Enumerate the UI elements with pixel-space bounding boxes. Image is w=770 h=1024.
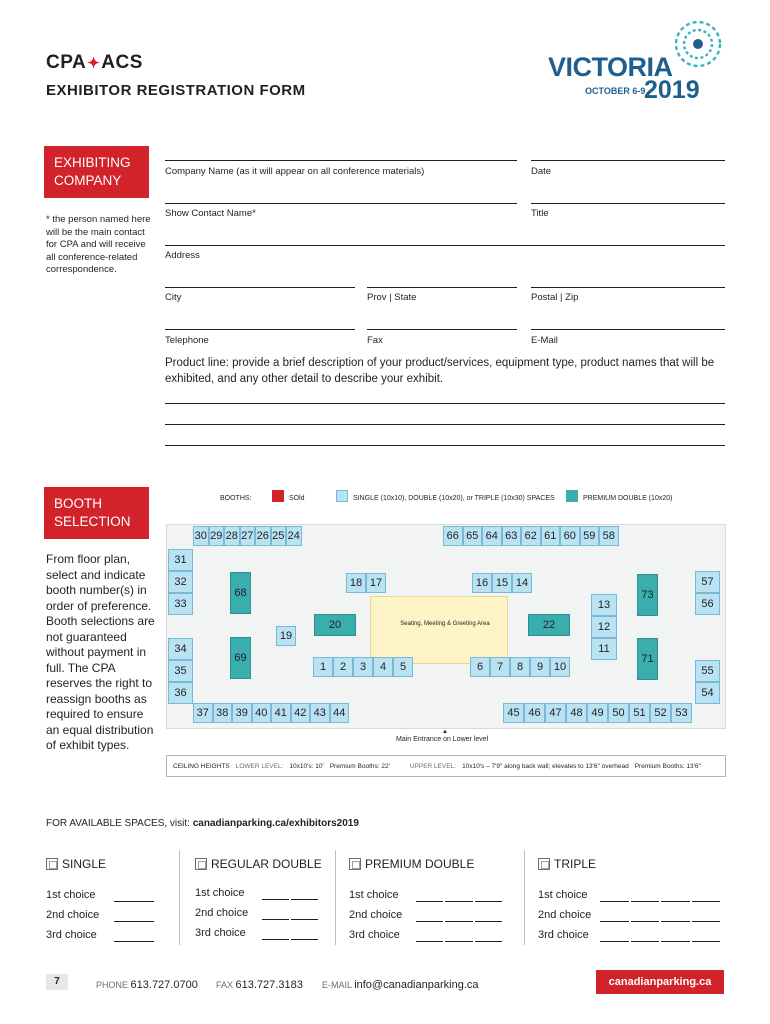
choice-booth-input[interactable]	[661, 901, 690, 902]
seating-area-label: Seating, Meeting & Greeting Area	[400, 621, 490, 627]
available-text: FOR AVAILABLE SPACES, visit:	[46, 818, 193, 829]
choice-booth-input[interactable]	[631, 921, 660, 922]
booth-54[interactable]: 54	[695, 682, 720, 704]
choice-column-label: PREMIUM DOUBLE	[365, 857, 475, 871]
choice-label: 3rd choice	[538, 929, 589, 941]
website-badge[interactable]: canadianparking.ca	[596, 970, 724, 994]
date-label: Date	[531, 166, 552, 177]
entrance-arrow-icon: ▲	[442, 729, 448, 735]
checkbox-icon[interactable]	[349, 858, 361, 870]
booth-56[interactable]: 56	[695, 593, 720, 615]
cpa-logo	[46, 52, 143, 74]
form-title: EXHIBITOR REGISTRATION FORM	[46, 82, 306, 99]
postal-input[interactable]	[531, 287, 725, 288]
footer-fax	[216, 979, 303, 991]
booth-5[interactable]: 5	[393, 657, 413, 677]
choice-label: 1st choice	[538, 889, 588, 901]
choice-column-title	[195, 857, 322, 871]
booth-73[interactable]: 73	[637, 574, 658, 616]
booth-33[interactable]: 33	[168, 593, 193, 615]
email-input[interactable]	[531, 329, 725, 330]
company-name-input[interactable]	[165, 160, 517, 161]
booth-48[interactable]: 48	[566, 703, 587, 723]
booth-40[interactable]: 40	[252, 703, 272, 723]
booth-22[interactable]: 22	[528, 614, 570, 636]
contact-name-input[interactable]	[165, 203, 517, 204]
phone-value: 613.727.0700	[130, 979, 198, 991]
email-label: E-Mail	[531, 335, 558, 346]
booth-selection-label	[44, 487, 149, 539]
fax-label: Fax	[367, 335, 383, 346]
booth-label-line2: SELECTION	[54, 514, 131, 529]
maple-leaf-icon: ✦	[87, 55, 101, 72]
page-number: 7	[46, 974, 68, 990]
choice-label: 2nd choice	[538, 909, 592, 921]
email-value[interactable]: info@canadianparking.ca	[354, 979, 479, 991]
booth-52[interactable]: 52	[650, 703, 671, 723]
booth-20[interactable]: 20	[314, 614, 356, 636]
telephone-input[interactable]	[165, 329, 355, 330]
column-divider	[179, 850, 180, 945]
legend-single: SINGLE (10x10), DOUBLE (10x20), or TRIPLE (10x30) SPACES	[353, 495, 555, 502]
city-label: City	[165, 292, 182, 303]
available-spaces	[46, 818, 359, 829]
checkbox-icon[interactable]	[46, 858, 58, 870]
city-input[interactable]	[165, 287, 355, 288]
company-name-label: Company Name (as it will appear on all conference materials)	[165, 166, 425, 177]
choice-booth-input[interactable]	[692, 901, 721, 902]
sunburst-icon	[672, 18, 724, 70]
choice-label: 2nd choice	[349, 909, 403, 921]
choice-booth-input[interactable]	[114, 901, 154, 902]
booth-4[interactable]: 4	[373, 657, 393, 677]
choice-column-label: SINGLE	[62, 857, 107, 871]
booth-26[interactable]: 26	[255, 526, 271, 546]
booth-11[interactable]: 11	[591, 638, 617, 660]
booth-25[interactable]: 25	[271, 526, 287, 546]
booth-12[interactable]: 12	[591, 616, 617, 638]
exhibiting-label-line1: EXHIBITING	[54, 155, 131, 170]
choice-label: 1st choice	[195, 887, 245, 899]
choice-booth-input[interactable]	[114, 941, 154, 942]
booth-71[interactable]: 71	[637, 638, 658, 680]
booth-32[interactable]: 32	[168, 571, 193, 593]
booth-29[interactable]: 29	[209, 526, 225, 546]
title-input[interactable]	[531, 203, 725, 204]
booth-50[interactable]: 50	[608, 703, 629, 723]
footer-phone	[96, 979, 198, 991]
booth-62[interactable]: 62	[521, 526, 541, 546]
booth-43[interactable]: 43	[310, 703, 330, 723]
ceiling-lower-premium: Premium Booths: 22'	[329, 762, 390, 770]
booth-16[interactable]: 16	[472, 573, 492, 593]
column-divider	[335, 850, 336, 945]
email-label: E-MAIL	[322, 980, 352, 990]
booth-10[interactable]: 10	[550, 657, 570, 677]
prov-label: Prov | State	[367, 292, 417, 303]
event-dates: OCTOBER 6-9	[585, 86, 646, 96]
legend-premium-swatch	[566, 490, 578, 502]
fax-label: FAX	[216, 980, 234, 990]
choice-booth-input[interactable]	[291, 939, 318, 940]
booth-51[interactable]: 51	[629, 703, 650, 723]
choice-booth-input[interactable]	[262, 899, 289, 900]
booth-47[interactable]: 47	[545, 703, 566, 723]
booth-36[interactable]: 36	[168, 682, 193, 704]
prov-input[interactable]	[367, 287, 517, 288]
choice-label: 2nd choice	[195, 907, 249, 919]
booth-14[interactable]: 14	[512, 573, 532, 593]
choice-booth-input[interactable]	[661, 921, 690, 922]
booth-39[interactable]: 39	[232, 703, 252, 723]
booth-61[interactable]: 61	[541, 526, 561, 546]
booth-6[interactable]: 6	[470, 657, 490, 677]
choice-booth-input[interactable]	[262, 939, 289, 940]
booth-45[interactable]: 45	[503, 703, 524, 723]
booth-37[interactable]: 37	[193, 703, 213, 723]
choice-booth-input[interactable]	[692, 941, 721, 942]
telephone-label: Telephone	[165, 335, 209, 346]
choice-booth-input[interactable]	[692, 921, 721, 922]
choice-booth-input[interactable]	[475, 921, 502, 922]
choice-booth-input[interactable]	[445, 921, 472, 922]
ceiling-upper-premium: Premium Booths: 13'6"	[634, 762, 701, 770]
contact-name-label: Show Contact Name*	[165, 208, 256, 219]
choice-label: 3rd choice	[349, 929, 400, 941]
booth-35[interactable]: 35	[168, 660, 193, 682]
booth-66[interactable]: 66	[443, 526, 463, 546]
booth-selection-note: From floor plan, select and indicate booth number(s) in order of preference. Booth selections are not guaranteed without payment in full. The CPA reserves the right to reassign booths as required to ensure an equal distribution of exhibit types.	[46, 552, 155, 752]
booth-27[interactable]: 27	[240, 526, 256, 546]
choice-booth-input[interactable]	[416, 941, 443, 942]
choice-booth-input[interactable]	[600, 901, 629, 902]
booth-24[interactable]: 24	[286, 526, 302, 546]
footer-email	[322, 979, 479, 991]
choice-label: 1st choice	[46, 889, 96, 901]
fax-input[interactable]	[367, 329, 517, 330]
booth-19[interactable]: 19	[276, 626, 296, 646]
choice-booth-input[interactable]	[475, 901, 502, 902]
booth-69[interactable]: 69	[230, 637, 251, 679]
legend-sold-swatch	[272, 490, 284, 502]
booth-65[interactable]: 65	[463, 526, 483, 546]
booth-59[interactable]: 59	[580, 526, 600, 546]
legend-premium: PREMIUM DOUBLE (10x20)	[583, 495, 673, 502]
booth-68[interactable]: 68	[230, 572, 251, 614]
choice-booth-input[interactable]	[291, 899, 318, 900]
choice-booth-input[interactable]	[631, 901, 660, 902]
choice-booth-input[interactable]	[445, 941, 472, 942]
logo-acs-text: ACS	[101, 52, 143, 73]
product-line-text	[165, 355, 725, 387]
booth-46[interactable]: 46	[524, 703, 545, 723]
booth-34[interactable]: 34	[168, 638, 193, 660]
main-entrance-label: Main Entrance on Lower level	[396, 736, 489, 743]
legend-booths: BOOTHS:	[220, 495, 252, 502]
title-label: Title	[531, 208, 549, 219]
choice-label: 3rd choice	[195, 927, 246, 939]
product-line-input-3[interactable]	[165, 445, 725, 446]
choice-column-title	[46, 857, 106, 871]
choice-column-label: REGULAR DOUBLE	[211, 857, 322, 871]
booth-7[interactable]: 7	[490, 657, 510, 677]
choice-booth-input[interactable]	[600, 921, 629, 922]
choice-label: 1st choice	[349, 889, 399, 901]
booth-42[interactable]: 42	[291, 703, 311, 723]
product-line-input-2[interactable]	[165, 424, 725, 425]
ceiling-heights	[166, 755, 726, 777]
choice-booth-input[interactable]	[416, 921, 443, 922]
ceiling-lower-label: LOWER LEVEL:	[235, 762, 284, 770]
choice-booth-input[interactable]	[445, 901, 472, 902]
booth-17[interactable]: 17	[366, 573, 386, 593]
booth-13[interactable]: 13	[591, 594, 617, 616]
booth-53[interactable]: 53	[671, 703, 692, 723]
phone-label: PHONE	[96, 980, 129, 990]
ceiling-label: CEILING HEIGHTS	[173, 762, 230, 770]
fax-value: 613.727.3183	[235, 979, 303, 991]
choice-label: 3rd choice	[46, 929, 97, 941]
choice-booth-input[interactable]	[475, 941, 502, 942]
seating-area	[370, 596, 508, 664]
booth-1[interactable]: 1	[313, 657, 333, 677]
booth-3[interactable]: 3	[353, 657, 373, 677]
booth-57[interactable]: 57	[695, 571, 720, 593]
choice-booth-input[interactable]	[416, 901, 443, 902]
booth-30[interactable]: 30	[193, 526, 209, 546]
legend-sold: SOld	[289, 495, 305, 502]
booth-60[interactable]: 60	[560, 526, 580, 546]
booth-label-line1: BOOTH	[54, 496, 103, 511]
choice-column-label: TRIPLE	[554, 857, 597, 871]
booth-49[interactable]: 49	[587, 703, 608, 723]
ceiling-upper-label: UPPER LEVEL:	[409, 762, 457, 770]
choice-booth-input[interactable]	[631, 941, 660, 942]
booth-2[interactable]: 2	[333, 657, 353, 677]
product-line-description: provide a brief description of your product/services, equipment type, product names that will be exhibited, and any other detail to describe your exhibit.	[165, 357, 715, 385]
ceiling-lower-value: 10x10's: 10'	[289, 762, 324, 770]
address-label: Address	[165, 250, 200, 261]
booth-38[interactable]: 38	[213, 703, 233, 723]
choice-booth-input[interactable]	[600, 941, 629, 942]
ceiling-upper-value: 10x10's – 7'9" along back wall; elevates to 13'6" overhead	[462, 762, 629, 770]
booth-18[interactable]: 18	[346, 573, 366, 593]
postal-label: Postal | Zip	[531, 292, 579, 303]
booth-9[interactable]: 9	[530, 657, 550, 677]
choice-booth-input[interactable]	[661, 941, 690, 942]
address-input[interactable]	[165, 245, 725, 246]
column-divider	[524, 850, 525, 945]
booth-63[interactable]: 63	[502, 526, 522, 546]
choice-booth-input[interactable]	[262, 919, 289, 920]
booth-44[interactable]: 44	[330, 703, 350, 723]
event-name: VICTORIA	[548, 52, 673, 82]
product-line-label: Product line:	[165, 357, 229, 369]
booth-8[interactable]: 8	[510, 657, 530, 677]
choice-label: 2nd choice	[46, 909, 100, 921]
checkbox-icon[interactable]	[195, 858, 207, 870]
booth-15[interactable]: 15	[492, 573, 512, 593]
available-link[interactable]: canadianparking.ca/exhibitors2019	[192, 818, 359, 829]
product-line-input-1[interactable]	[165, 403, 725, 404]
logo-cpa-text: CPA	[46, 52, 87, 73]
booth-41[interactable]: 41	[271, 703, 291, 723]
choice-booth-input[interactable]	[114, 921, 154, 922]
booth-28[interactable]: 28	[224, 526, 240, 546]
booth-64[interactable]: 64	[482, 526, 502, 546]
exhibiting-company-label	[44, 146, 149, 198]
contact-note: * the person named here will be the main contact for CPA and will receive all conference-related correspondence.	[46, 214, 151, 275]
choice-column-title	[538, 857, 596, 871]
booth-31[interactable]: 31	[168, 549, 193, 571]
exhibiting-label-line2: COMPANY	[54, 173, 122, 188]
legend-single-swatch	[336, 490, 348, 502]
checkbox-icon[interactable]	[538, 858, 550, 870]
booth-58[interactable]: 58	[599, 526, 619, 546]
event-year: 2019	[644, 76, 700, 104]
choice-booth-input[interactable]	[291, 919, 318, 920]
date-input[interactable]	[531, 160, 725, 161]
booth-55[interactable]: 55	[695, 660, 720, 682]
choice-column-title	[349, 857, 474, 871]
